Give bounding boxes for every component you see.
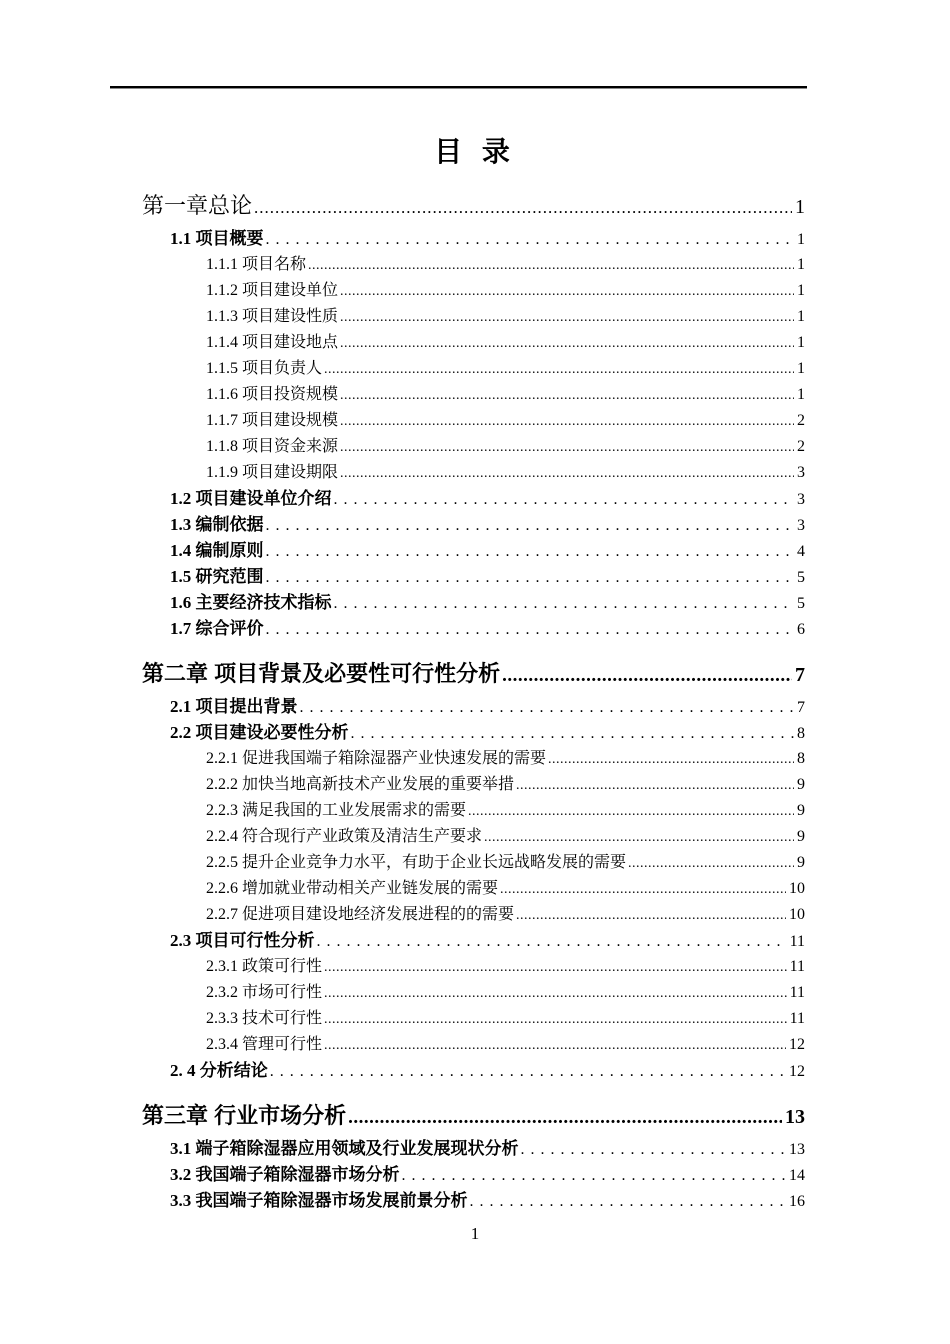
toc-entry[interactable] <box>0 1136 950 1162</box>
toc-entry-page: 10 <box>789 906 805 923</box>
dot-leader <box>324 981 787 1006</box>
toc-entry[interactable] <box>0 1188 950 1214</box>
dot-leader <box>266 565 795 590</box>
toc-entry[interactable] <box>0 902 950 928</box>
toc-entry-label: 1.1.2 项目建设单位 <box>206 282 339 299</box>
toc-entry-label: 1.4 编制原则 <box>170 541 264 560</box>
toc-entry[interactable] <box>0 330 950 356</box>
toc-entry-label: 2.3.2 市场可行性 <box>206 984 323 1001</box>
toc-entry-page: 8 <box>797 750 805 767</box>
toc-entry[interactable] <box>0 486 950 512</box>
dot-leader <box>334 487 795 512</box>
dot-leader <box>317 929 787 954</box>
toc-entry-label: 2. 4 分析结论 <box>170 1061 268 1080</box>
toc-entry[interactable] <box>0 538 950 564</box>
dot-leader <box>502 658 792 694</box>
toc-entry[interactable] <box>0 1098 950 1136</box>
toc-entry-label: 第一章总论 <box>142 193 253 218</box>
toc-entry-page: 5 <box>797 595 805 612</box>
toc-entry[interactable] <box>0 512 950 538</box>
dot-leader <box>340 279 794 304</box>
toc-entry-page: 9 <box>797 776 805 793</box>
toc-entry-label: 2.2 项目建设必要性分析 <box>170 723 349 742</box>
toc-entry-label: 2.2.2 加快当地高新技术产业发展的重要举措 <box>206 776 515 793</box>
dot-leader <box>548 747 794 772</box>
toc-entry[interactable] <box>0 188 950 226</box>
dot-leader <box>324 955 787 980</box>
dot-leader <box>628 851 794 876</box>
toc-entry-label: 1.2 项目建设单位介绍 <box>170 489 332 508</box>
dot-leader <box>266 227 795 252</box>
toc-entry[interactable] <box>0 656 950 694</box>
toc-entry-page: 1 <box>797 282 805 299</box>
toc-entry-label: 1.5 研究范围 <box>170 567 264 586</box>
dot-leader <box>516 903 786 928</box>
toc-entry-label: 2.2.5 提升企业竞争力水平，有助于企业长远战略发展的需要 <box>206 854 627 871</box>
dot-leader <box>266 539 795 564</box>
header-rule <box>110 86 807 89</box>
toc-entry-label: 2.3.3 技术可行性 <box>206 1010 323 1027</box>
toc-entry[interactable] <box>0 954 950 980</box>
toc-entry-page: 7 <box>795 664 805 686</box>
toc-entry-label: 第二章 项目背景及必要性可行性分析 <box>142 661 501 686</box>
toc-entry[interactable] <box>0 382 950 408</box>
toc-entry[interactable] <box>0 278 950 304</box>
toc-entry[interactable] <box>0 928 950 954</box>
dot-leader <box>468 799 794 824</box>
toc-entry[interactable] <box>0 876 950 902</box>
dot-leader <box>516 773 794 798</box>
toc-entry-page: 3 <box>797 517 805 534</box>
toc-entry-page: 3 <box>797 464 805 481</box>
page-title: 目 录 <box>434 136 516 167</box>
toc-entry-page: 1 <box>797 308 805 325</box>
toc-entry-page: 4 <box>797 543 805 560</box>
dot-leader <box>324 1033 786 1058</box>
dot-leader <box>300 695 795 720</box>
toc-entry-page: 1 <box>797 334 805 351</box>
toc-entry-label: 3.1 端子箱除湿器应用领域及行业发展现状分析 <box>170 1139 519 1158</box>
dot-leader <box>254 190 792 226</box>
toc-entry-label: 2.1 项目提出背景 <box>170 697 298 716</box>
toc-entry-page: 9 <box>797 854 805 871</box>
dot-leader <box>340 461 794 486</box>
toc-entry-page: 2 <box>797 438 805 455</box>
toc-entry[interactable] <box>0 304 950 330</box>
dot-leader <box>334 591 795 616</box>
toc-entry[interactable] <box>0 434 950 460</box>
dot-leader <box>470 1189 787 1214</box>
toc-entry-page: 9 <box>797 828 805 845</box>
dot-leader <box>340 409 794 434</box>
toc-entry[interactable] <box>0 850 950 876</box>
dot-leader <box>402 1163 787 1188</box>
toc-entry-page: 11 <box>789 958 805 975</box>
toc-entry[interactable] <box>0 798 950 824</box>
toc-list <box>0 188 950 1214</box>
page-footer-number: 1 <box>470 1224 480 1243</box>
toc-entry[interactable] <box>0 1006 950 1032</box>
toc-entry-page: 3 <box>797 491 805 508</box>
toc-entry[interactable] <box>0 1162 950 1188</box>
toc-entry-page: 6 <box>797 621 805 638</box>
toc-entry-page: 12 <box>789 1063 805 1080</box>
toc-entry-label: 第三章 行业市场分析 <box>142 1103 347 1128</box>
toc-entry-label: 2.2.4 符合现行产业政策及清洁生产要求 <box>206 828 483 845</box>
toc-entry[interactable] <box>0 824 950 850</box>
toc-entry-label: 2.3.1 政策可行性 <box>206 958 323 975</box>
toc-entry-label: 2.2.3 满足我国的工业发展需求的需要 <box>206 802 467 819</box>
toc-entry-page: 10 <box>789 880 805 897</box>
toc-entry-page: 16 <box>789 1193 805 1210</box>
toc-entry-label: 1.7 综合评价 <box>170 619 264 638</box>
toc-entry[interactable] <box>0 616 950 642</box>
toc-entry[interactable] <box>0 590 950 616</box>
toc-entry-page: 1 <box>795 196 805 218</box>
toc-entry[interactable] <box>0 1058 950 1084</box>
dot-leader <box>484 825 794 850</box>
toc-entry-page: 5 <box>797 569 805 586</box>
toc-entry[interactable] <box>0 1032 950 1058</box>
toc-entry-label: 2.3.4 管理可行性 <box>206 1036 323 1053</box>
dot-leader <box>351 721 795 746</box>
toc-entry-label: 1.1.4 项目建设地点 <box>206 334 339 351</box>
toc-entry[interactable] <box>0 720 950 746</box>
dot-leader <box>340 435 794 460</box>
toc-entry[interactable] <box>0 772 950 798</box>
toc-entry-label: 1.3 编制依据 <box>170 515 264 534</box>
toc-entry[interactable] <box>0 694 950 720</box>
toc-entry-page: 14 <box>789 1167 805 1184</box>
dot-leader <box>266 617 795 642</box>
toc-entry-label: 1.1.7 项目建设规模 <box>206 412 339 429</box>
toc-entry-label: 1.1.6 项目投资规模 <box>206 386 339 403</box>
toc-entry-page: 11 <box>789 1010 805 1027</box>
toc-entry[interactable] <box>0 746 950 772</box>
toc-entry-label: 2.2.1 促进我国端子箱除湿器产业快速发展的需要 <box>206 750 547 767</box>
toc-entry[interactable] <box>0 408 950 434</box>
toc-entry-page: 1 <box>797 360 805 377</box>
dot-leader <box>340 383 794 408</box>
dot-leader <box>324 1007 787 1032</box>
toc-entry[interactable] <box>0 226 950 252</box>
dot-leader <box>266 513 795 538</box>
toc-entry-page: 1 <box>797 256 805 273</box>
toc-entry[interactable] <box>0 564 950 590</box>
toc-entry-label: 1.1 项目概要 <box>170 229 264 248</box>
toc-entry-page: 13 <box>785 1106 805 1128</box>
toc-entry-page: 11 <box>789 933 805 950</box>
toc-entry-page: 12 <box>789 1036 805 1053</box>
toc-entry-page: 1 <box>797 231 805 248</box>
toc-entry-page: 2 <box>797 412 805 429</box>
dot-leader <box>340 305 794 330</box>
toc-entry-label: 1.1.3 项目建设性质 <box>206 308 339 325</box>
dot-leader <box>521 1137 787 1162</box>
toc-entry-label: 3.2 我国端子箱除湿器市场分析 <box>170 1165 400 1184</box>
toc-entry-label: 2.3 项目可行性分析 <box>170 931 315 950</box>
toc-entry[interactable] <box>0 980 950 1006</box>
toc-entry-page: 8 <box>797 725 805 742</box>
toc-entry-label: 1.6 主要经济技术指标 <box>170 593 332 612</box>
toc-entry-page: 7 <box>797 699 805 716</box>
toc-entry-label: 1.1.8 项目资金来源 <box>206 438 339 455</box>
dot-leader <box>270 1059 786 1084</box>
toc-entry-page: 11 <box>789 984 805 1001</box>
dot-leader <box>500 877 786 902</box>
toc-entry[interactable] <box>0 460 950 486</box>
toc-entry[interactable] <box>0 356 950 382</box>
dot-leader <box>348 1100 782 1136</box>
toc-entry-label: 2.2.7 促进项目建设地经济发展进程的的需要 <box>206 906 515 923</box>
toc-entry-page: 13 <box>789 1141 805 1158</box>
dot-leader <box>324 357 794 382</box>
toc-entry[interactable] <box>0 252 950 278</box>
dot-leader <box>308 253 794 278</box>
toc-entry-label: 2.2.6 增加就业带动相关产业链发展的需要 <box>206 880 499 897</box>
toc-entry-page: 9 <box>797 802 805 819</box>
toc-entry-label: 3.3 我国端子箱除湿器市场发展前景分析 <box>170 1191 468 1210</box>
toc-entry-label: 1.1.9 项目建设期限 <box>206 464 339 481</box>
toc-entry-label: 1.1.5 项目负责人 <box>206 360 323 377</box>
dot-leader <box>340 331 794 356</box>
toc-entry-label: 1.1.1 项目名称 <box>206 256 307 273</box>
toc-entry-page: 1 <box>797 386 805 403</box>
